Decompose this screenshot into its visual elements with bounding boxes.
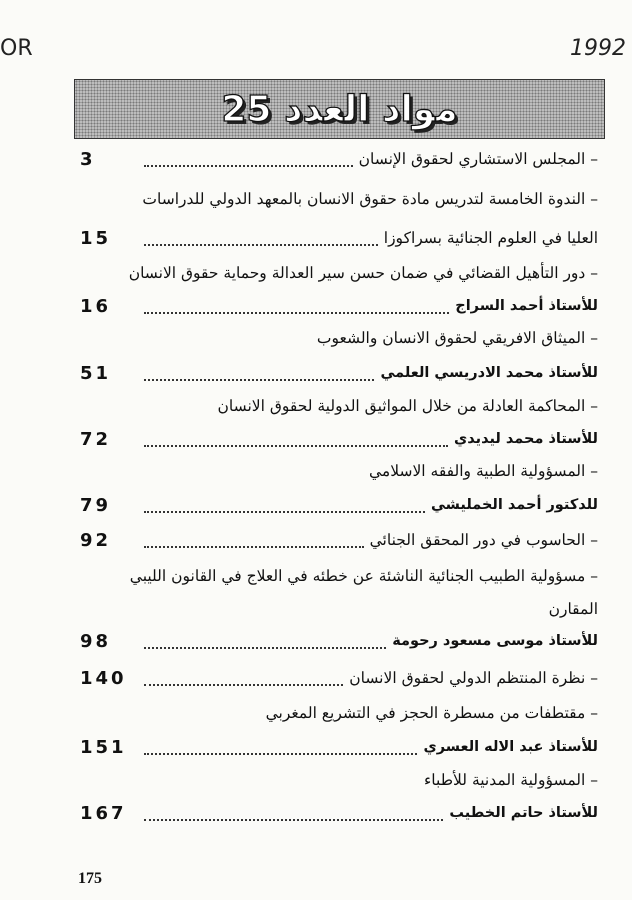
entry-title: – المجلس الاستشاري لحقوق الإنسان — [358, 150, 598, 168]
toc-entry — [80, 146, 598, 172]
dot-leader — [144, 306, 449, 314]
toc-entry — [80, 596, 598, 622]
toc-entry — [80, 628, 598, 654]
handwritten-note-left: OR — [0, 36, 33, 61]
toc-entry — [80, 800, 598, 826]
issue-title: مواد العدد 25 — [221, 88, 458, 130]
dot-leader — [144, 747, 417, 755]
toc-entry — [80, 426, 598, 452]
entry-page: 92 — [80, 529, 112, 551]
entry-author: للأستاذ عبد الاله العسري — [423, 739, 598, 755]
toc-entry — [80, 734, 598, 760]
toc-entry — [80, 563, 598, 589]
dot-leader — [144, 505, 425, 513]
dot-leader — [144, 641, 386, 649]
entry-title: – المسؤولية الطبية والفقه الاسلامي — [369, 462, 598, 480]
entry-author: للأستاذ أحمد السراج — [455, 298, 598, 314]
toc-entry — [80, 360, 598, 386]
entry-title: – دور التأهيل القضائي في ضمان حسن سير العدالة وحماية حقوق الانسان — [128, 264, 598, 282]
entry-page: 15 — [80, 227, 112, 249]
entry-author: للدكتور أحمد الخمليشي — [431, 497, 598, 513]
entry-title: المقارن — [548, 600, 598, 618]
entry-title: – الميثاق الافريقي لحقوق الانسان والشعوب — [316, 329, 598, 347]
entry-title: – الندوة الخامسة لتدريس مادة حقوق الانسان بالمعهد الدولي للدراسات — [142, 190, 598, 208]
entry-title: – مسؤولية الطبيب الجنائية الناشئة عن خطئه في العلاج في القانون الليبي — [129, 567, 598, 585]
entry-author: للأستاذ محمد ليديدي — [454, 431, 598, 447]
entry-title: – مقتطفات من مسطرة الحجز في التشريع المغربي — [265, 704, 598, 722]
toc-entry — [80, 325, 598, 351]
dot-leader — [144, 813, 443, 821]
entry-title: العليا في العلوم الجنائية بسراكوزا — [383, 229, 598, 247]
entry-title: – الحاسوب في دور المحقق الجنائي — [369, 531, 598, 549]
dot-leader — [144, 373, 374, 381]
entry-title: – المحاكمة العادلة من خلال المواثيق الدولية لحقوق الانسان — [217, 397, 598, 415]
dot-leader — [144, 540, 364, 548]
entry-page: 167 — [80, 802, 127, 824]
entry-page: 3 — [80, 148, 96, 170]
entry-page: 151 — [80, 736, 127, 758]
toc-entry — [80, 665, 598, 691]
entry-page: 16 — [80, 295, 112, 317]
toc-entry — [80, 527, 598, 553]
dot-leader — [144, 159, 353, 167]
entry-page: 98 — [80, 630, 112, 652]
toc-entry — [80, 260, 598, 286]
toc-entry — [80, 186, 598, 212]
toc-entry — [80, 225, 598, 251]
dot-leader — [144, 678, 343, 686]
entry-page: 140 — [80, 667, 127, 689]
toc-entry — [80, 393, 598, 419]
entry-page: 79 — [80, 494, 112, 516]
entry-author: للأستاذ حاتم الخطيب — [449, 805, 598, 821]
entry-author: للأستاذ موسى مسعود رحومة — [392, 633, 598, 649]
page-number: 175 — [78, 870, 102, 887]
toc-entry — [80, 293, 598, 319]
entry-author: للأستاذ محمد الادريسي العلمي — [380, 365, 598, 381]
toc-entry — [80, 458, 598, 484]
toc-entry — [80, 700, 598, 726]
toc-entry — [80, 492, 598, 518]
dot-leader — [144, 238, 378, 246]
entry-page: 51 — [80, 362, 112, 384]
toc-entry — [80, 767, 598, 793]
entry-title: – نظرة المنتظم الدولي لحقوق الانسان — [349, 669, 598, 687]
handwritten-year: 1992 — [570, 36, 626, 61]
entry-page: 72 — [80, 428, 112, 450]
dot-leader — [144, 439, 448, 447]
entry-title: – المسؤولية المدنية للأطباء — [424, 771, 598, 789]
